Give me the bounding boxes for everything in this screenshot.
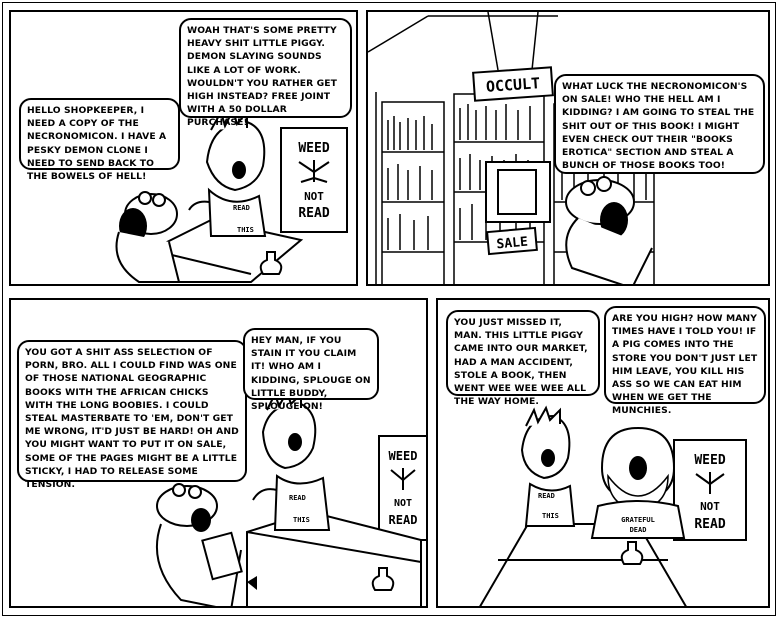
panel-3 [9, 298, 428, 608]
speech-bubble-boss: ARE YOU HIGH? HOW MANY TIMES HAVE I TOLD YOU! IF A PIG COMES INTO THE STORE YOU DON'T JUST LET HIM LEAVE, YOU KILL HIS ASS SO WE CAN EAT HIM WHEN WE GET THE MUNCHIES. [604, 306, 766, 404]
shirt-line-1: READ [538, 492, 555, 500]
shirt-line-2: THIS [542, 512, 559, 520]
poster-line-1: WEED [694, 453, 726, 468]
shirt2-line-2: DEAD [629, 526, 647, 534]
poster-line-3: READ [298, 206, 330, 221]
poster-line-1: WEED [298, 141, 330, 156]
necronomicon-display [486, 162, 550, 254]
weed-poster [379, 436, 427, 540]
shirt-line-1: READ [289, 494, 306, 502]
weed-poster [281, 128, 347, 232]
shirt-line-2: THIS [237, 226, 254, 234]
shopkeeper-character [522, 408, 574, 526]
speech-bubble-shopkeeper: YOU JUST MISSED IT, MAN. THIS LITTLE PIGGY CAME INTO OUR MARKET, HAD A MAN ACCIDENT, STOLE A BOOK, THEN WENT WEE WEE WEE ALL THE WAY HOME. [446, 310, 600, 396]
panel-1 [9, 10, 358, 286]
panel-2 [366, 10, 770, 286]
pig-character [157, 484, 257, 608]
occult-sign [473, 12, 553, 101]
boss-character [592, 428, 684, 538]
shirt-line-2: THIS [293, 516, 310, 524]
pig-character [117, 192, 180, 282]
speech-bubble-pig: YOU GOT A SHIT ASS SELECTION OF PORN, BRO. ALL I COULD FIND WAS ONE OF THOSE NATIONAL GEOGRAPHIC BOOKS WITH THE AFRICAN CHICKS WITH THE LONG BOOBIES. I COULD STEAL MASTERBATE TO 'EM, DON'T GET ME WRONG, IT'D JUST BE HARD! OH AND YOU MIGHT WANT TO PUT IT ON SALE, SOME OF THE PAGES MIGHT BE A LITTLE STICKY, I HAD TO RELEASE SOME TENSION. [17, 340, 247, 482]
shirt-line-1: READ [233, 204, 250, 212]
poster-line-2: NOT [304, 190, 324, 203]
speech-bubble-pig-thought: WHAT LUCK THE NECRONOMICON'S ON SALE! WHO THE HELL AM I KIDDING? I AM GOING TO STEAL THE SHIT OUT OF THIS BOOK! I MIGHT EVEN CHECK OUT THEIR "BOOKS EROTICA" SECTION AND STEAL A BUNCH OF THOSE BOOKS TOO! [554, 74, 765, 174]
poster-line-3: READ [388, 513, 418, 527]
speech-bubble-shopkeeper: WOAH THAT'S SOME PRETTY HEAVY SHIT LITTLE PIGGY. DEMON SLAYING SOUNDS LIKE A LOT OF WORK. WOULDN'T YOU RATHER GET HIGH INSTEAD? FREE JOINT WITH A 50 DOLLAR PURCHASE! [179, 18, 352, 118]
pig-character [566, 177, 652, 286]
poster-line-2: NOT [700, 500, 720, 513]
poster-line-3: READ [694, 517, 726, 532]
weed-poster [674, 440, 746, 540]
poster-line-2: NOT [393, 498, 413, 509]
shirt2-line-1: GRATEFUL [621, 516, 655, 524]
panel-4 [436, 298, 770, 608]
sale-sign-label: SALE [495, 234, 529, 253]
poster-line-1: WEED [388, 449, 418, 463]
occult-sign-label: OCCULT [485, 74, 541, 96]
speech-bubble-pig: HELLO SHOPKEEPER, I NEED A COPY OF THE NECRONOMICON. I HAVE A PESKY DEMON CLONE I NEED TO SEND BACK TO THE BOWELS OF HELL! [19, 98, 180, 170]
speech-bubble-shopkeeper: HEY MAN, IF YOU STAIN IT YOU CLAIM IT! WHO AM I KIDDING, SPLOUGE ON LITTLE BUDDY, SPLOUGE ON! [243, 328, 379, 400]
